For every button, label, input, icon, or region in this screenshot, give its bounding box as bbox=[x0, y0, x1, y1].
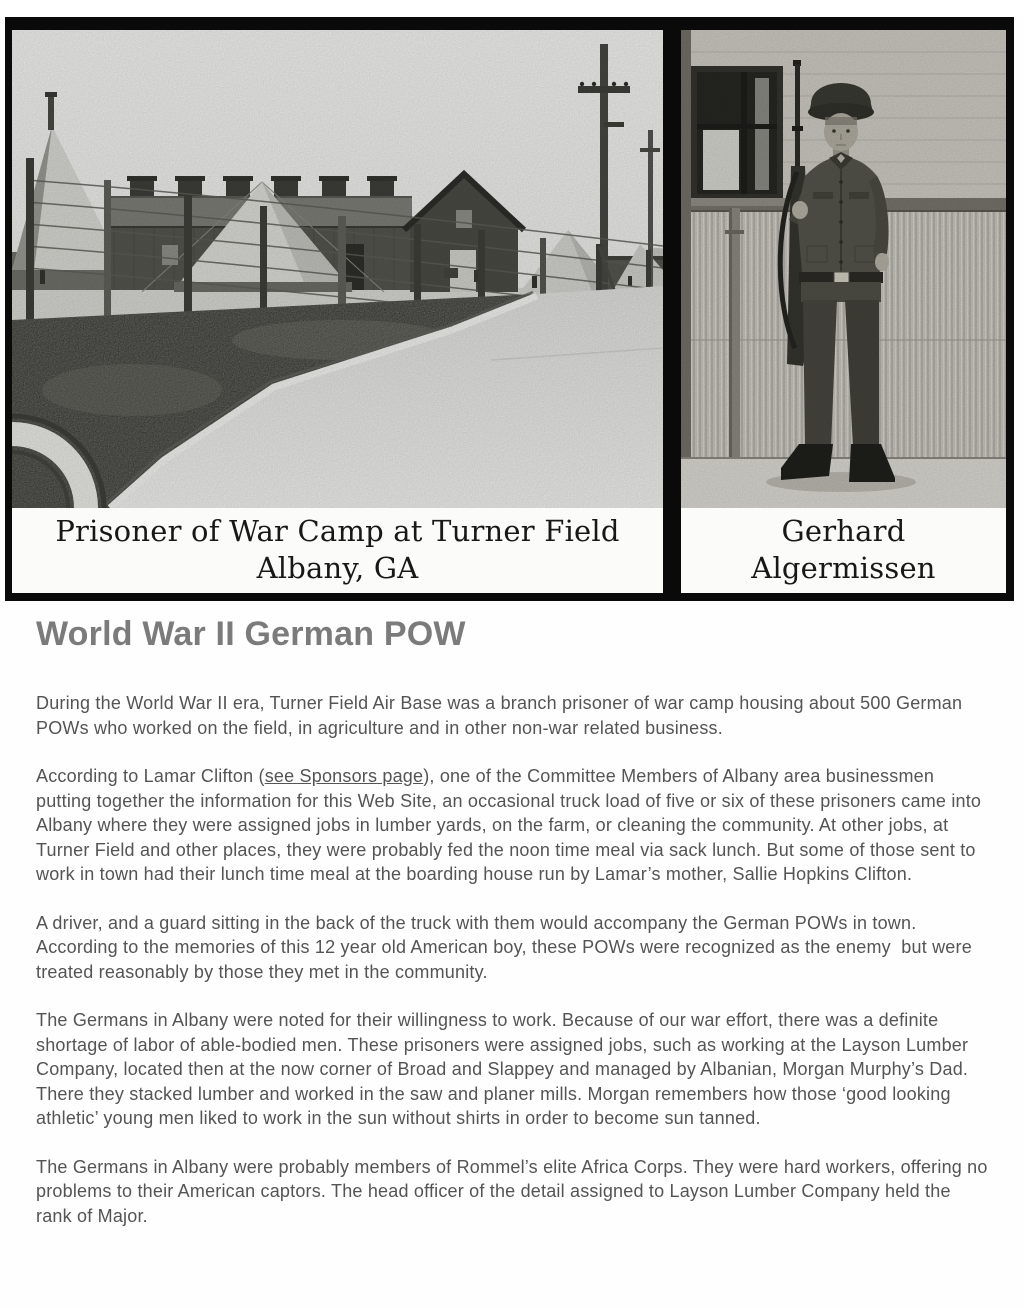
sponsors-page-link[interactable]: see Sponsors page bbox=[264, 766, 424, 786]
pow-camp-caption-line2: Albany, GA bbox=[256, 551, 419, 585]
soldier-figure bbox=[681, 30, 1006, 593]
paragraph-4-text: The Germans in Albany were noted for their willingness to work. Because of our war effort, there was a definite shortage of labor of able-bodied men. These prisoners were assigned jobs, such as working at the Layson Lumber Company, located then at the now corner of Broad and Slappey and managed by Albanian, Morgan Murphy’s Dad. There they stacked lumber and worked in the saw and planer mills. Morgan remembers how those ‘good looking athletic’ young men liked to work in the sun without shirts in order to become sun tanned. bbox=[36, 1010, 969, 1128]
paragraph-2 bbox=[36, 764, 988, 887]
article bbox=[36, 614, 990, 1228]
soldier-caption bbox=[681, 508, 1006, 593]
page-title: World War II German POW bbox=[36, 615, 466, 653]
paragraph-3 bbox=[36, 911, 988, 985]
paragraph-1 bbox=[36, 691, 988, 740]
paragraph-2-text-before: According to Lamar Clifton ( bbox=[36, 766, 265, 786]
photo-collage-frame bbox=[5, 17, 1014, 601]
pow-camp-caption bbox=[12, 508, 663, 593]
paragraph-4 bbox=[36, 1008, 988, 1131]
pow-camp-caption-line1: Prisoner of War Camp at Turner Field bbox=[55, 514, 620, 548]
soldier-photo bbox=[681, 30, 1006, 508]
paragraph-2-text-after: ), one of the Committee Members of Albany area businessmen putting together the information for this Web Site, an occasional truck load of five or six of these prisoners came into Albany where they were assigned jobs in lumber yards, on the farm, or cleaning the community. At other jobs, at Turner Field and other places, they were probably fed the noon time meal via sack lunch. But some of those sent to work in town had their lunch time meal at the boarding house run by Lamar’s mother, Sallie Hopkins Clifton. bbox=[36, 766, 982, 884]
soldier-caption-line1: Gerhard bbox=[781, 514, 906, 548]
paragraph-1-text: During the World War II era, Turner Field Air Base was a branch prisoner of war camp housing about 500 German POWs who worked on the field, in agriculture and in other non-war related business. bbox=[36, 693, 963, 738]
paragraph-3-text: A driver, and a guard sitting in the back of the truck with them would accompany the German POWs in town. According to the memories of this 12 year old American boy, these POWs were recognized as the enemy but were treated reasonably by those they met in the community. bbox=[36, 912, 972, 982]
pow-camp-figure bbox=[12, 30, 663, 593]
photo-divider bbox=[663, 30, 681, 593]
paragraph-5-text: The Germans in Albany were probably members of Rommel’s elite Africa Corps. They were hard workers, offering no problems to their American captors. The head officer of the detail assigned to Layson Lumber Company held the rank of Major. bbox=[36, 1156, 988, 1226]
photo-grain bbox=[12, 30, 663, 508]
pow-camp-photo bbox=[12, 30, 663, 508]
soldier-caption-line2: Algermissen bbox=[751, 551, 936, 585]
page bbox=[0, 17, 1024, 1308]
photo-grain bbox=[681, 30, 1006, 508]
paragraph-5 bbox=[36, 1155, 988, 1229]
